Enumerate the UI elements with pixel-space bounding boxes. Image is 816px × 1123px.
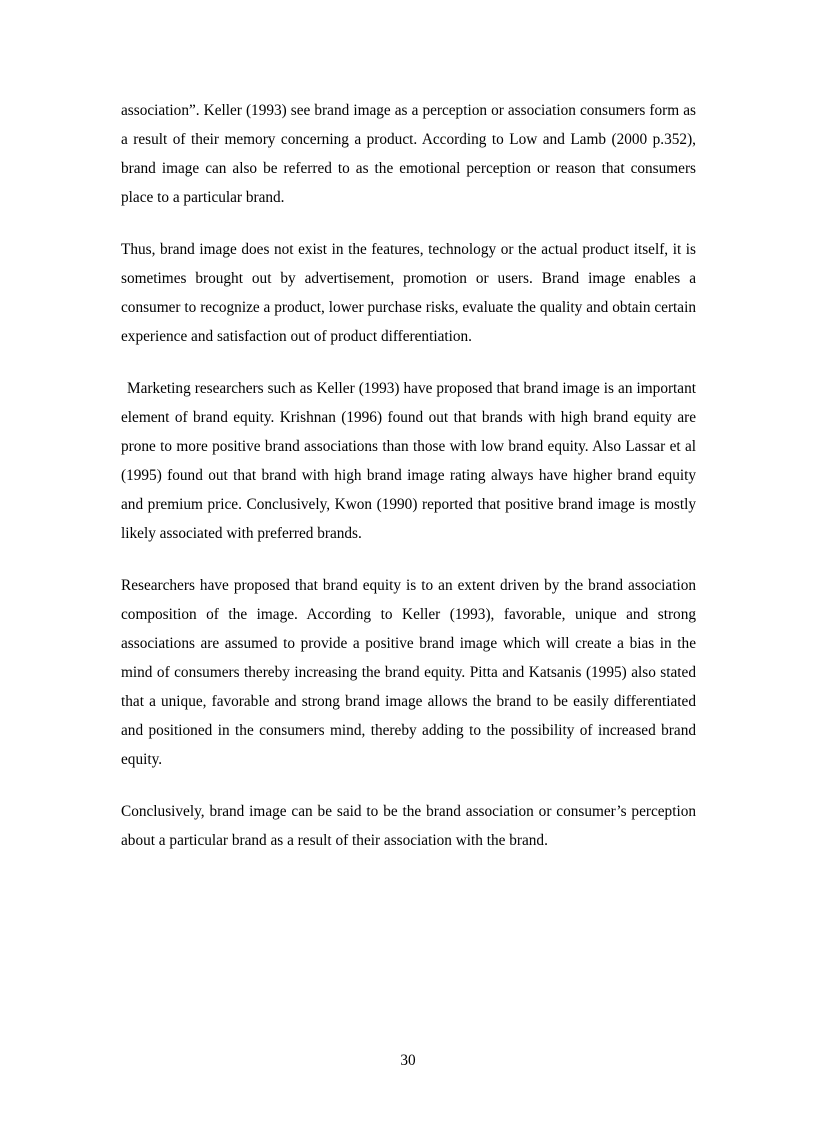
paragraph-2: Thus, brand image does not exist in the features, technology or the actual product itself, it is sometimes brought out by advertisement, promotion or users. Brand image enables a consumer to recognize a product, lower purchase risks, evaluate the quality and obtain certain experience and satisfaction out of product differentiation. — [121, 241, 696, 345]
paragraph-1: association”. Keller (1993) see brand image as a perception or association consumers form as a result of their memory concerning a product. According to Low and Lamb (2000 p.352), brand image can also be referred to as the emotional perception or reason that consumers place to a particular brand. — [121, 102, 696, 206]
body-text — [121, 96, 696, 878]
page-number: 30 — [400, 1052, 416, 1069]
paragraph-3: Marketing researchers such as Keller (1993) have proposed that brand image is an important element of brand equity. Krishnan (1996) found out that brands with high brand equity are prone to more positive brand associations than those with low brand equity. Also Lassar et al (1995) found out that brand with high brand image rating always have higher brand equity and premium price. Conclusively, Kwon (1990) reported that positive brand image is mostly likely associated with preferred brands. — [121, 380, 696, 542]
paragraph-4: Researchers have proposed that brand equity is to an extent driven by the brand association composition of the image. According to Keller (1993), favorable, unique and strong associations are assumed to provide a positive brand image which will create a bias in the mind of consumers thereby increasing the brand equity. Pitta and Katsanis (1995) also stated that a unique, favorable and strong brand image allows the brand to be easily differentiated and positioned in the consumers mind, thereby adding to the possibility of increased brand equity. — [121, 577, 696, 768]
paragraph-5: Conclusively, brand image can be said to be the brand association or consumer’s perception about a particular brand as a result of their association with the brand. — [121, 803, 696, 849]
